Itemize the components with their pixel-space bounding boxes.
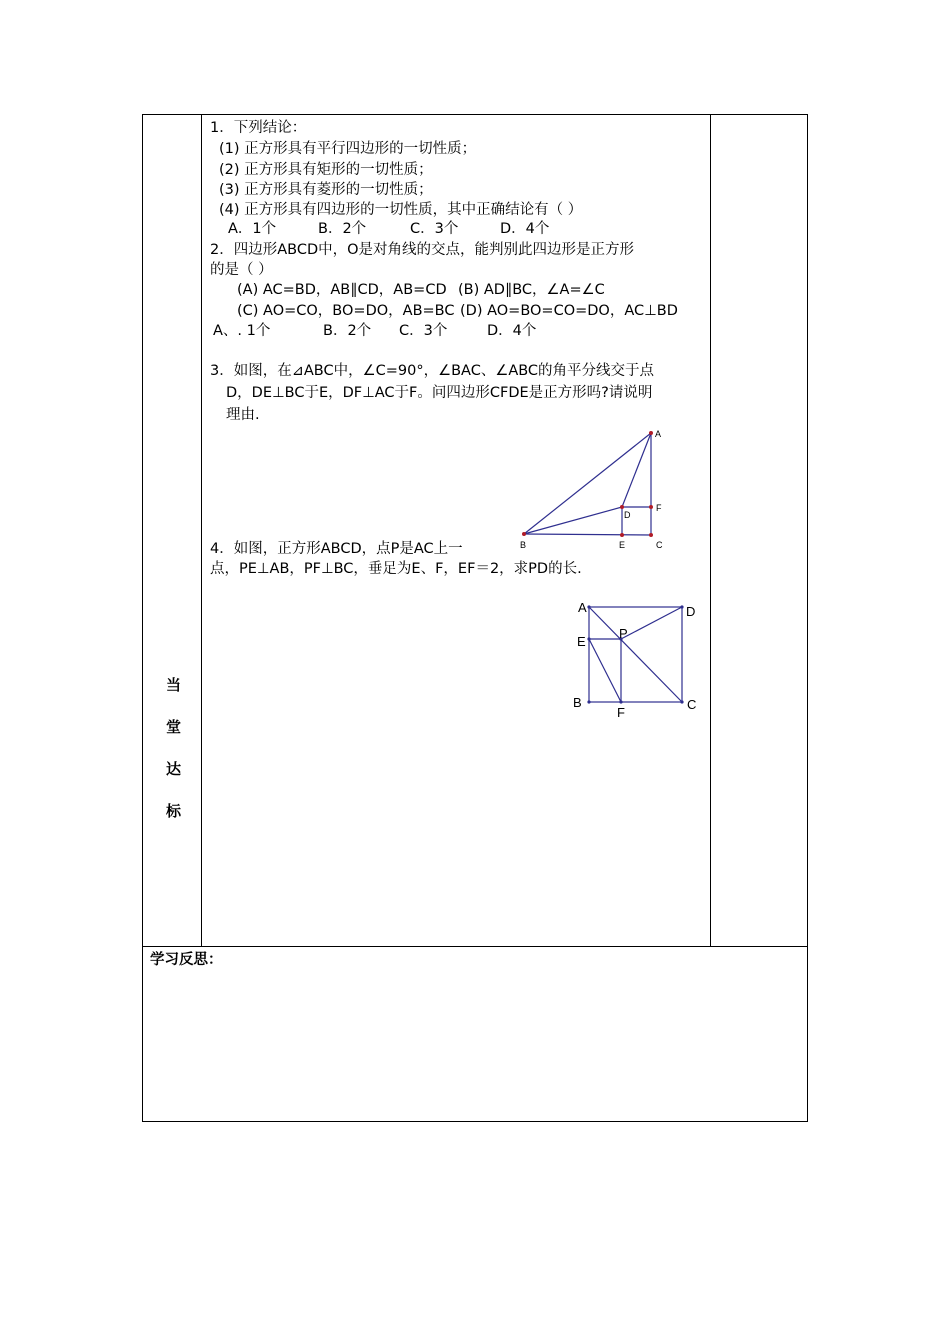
q1-option-c: C．3个 — [410, 221, 459, 237]
q4-label-p: P — [619, 626, 628, 641]
q2-answer-a: A、. 1个 — [213, 323, 271, 339]
q4-label-f: F — [617, 705, 625, 720]
q1-item-3: (3) 正方形具有菱形的一切性质； — [219, 182, 433, 198]
q3-line1: 3．如图，在⊿ABC中，∠C=90°，∠BAC、∠ABC的角平分线交于点 — [210, 363, 655, 379]
q2-answer-d: D．4个 — [487, 323, 537, 339]
q4-label-a: A — [578, 600, 587, 615]
q4-label-d: D — [686, 604, 696, 619]
table-border-right — [807, 114, 808, 1122]
q3-label-c: C — [656, 540, 663, 550]
q3-label-b: B — [520, 540, 527, 550]
q1-option-b: B．2个 — [318, 221, 367, 237]
section-label-char-3: 达 — [166, 760, 182, 778]
column-divider-2 — [710, 114, 711, 947]
q2-stem-line2: 的是（ ） — [210, 262, 273, 278]
section-label-char-1: 当 — [166, 676, 182, 694]
q1-option-d: D．4个 — [500, 221, 550, 237]
column-divider-1 — [201, 114, 202, 947]
q3-line2: D，DE⊥BC于E，DF⊥AC于F。问四边形CFDE是正方形吗?请说明 — [226, 385, 653, 401]
q4-line2: 点，PE⊥AB，PF⊥BC，垂足为E、F，EF＝2，求PD的长. — [210, 561, 582, 577]
q2-answer-b: B．2个 — [323, 323, 372, 339]
q4-label-e: E — [577, 634, 586, 649]
q2-option-c: (C) AO=CO，BO=DO，AB=BC — [237, 303, 455, 319]
q4-label-b: B — [573, 695, 582, 710]
table-border-mid — [142, 946, 808, 947]
q2-answer-c: C．3个 — [399, 323, 448, 339]
q2-option-d: (D) AO=BO=CO=DO，AC⊥BD — [460, 303, 678, 319]
q2-option-b: (B) AD∥BC，∠A=∠C — [458, 282, 605, 298]
table-border-bottom — [142, 1121, 808, 1122]
q2-option-a: (A) AC=BD，AB∥CD，AB=CD — [237, 282, 447, 298]
section-label-char-4: 标 — [166, 802, 182, 820]
q3-label-f: F — [656, 503, 662, 513]
table-border-left — [142, 114, 143, 1122]
q4-label-c: C — [687, 697, 697, 712]
q3-line3: 理由. — [226, 407, 260, 423]
q3-label-e: E — [619, 540, 626, 550]
q4-square-figure — [570, 598, 700, 723]
q3-label-d: D — [624, 510, 631, 520]
q1-item-4: (4) 正方形具有四边形的一切性质，其中正确结论有（ ） — [219, 202, 583, 218]
reflection-label: 学习反思： — [150, 952, 223, 968]
q1-item-1: (1) 正方形具有平行四边形的一切性质； — [219, 141, 477, 157]
q2-stem-line1: 2．四边形ABCD中，O是对角线的交点，能判别此四边形是正方形 — [210, 242, 635, 258]
q1-stem: 1．下列结论： — [210, 120, 307, 136]
q4-line1: 4．如图，正方形ABCD，点P是AC上一 — [210, 541, 463, 557]
q1-item-2: (2) 正方形具有矩形的一切性质； — [219, 162, 433, 178]
section-label-char-2: 堂 — [166, 718, 182, 736]
q1-option-a: A．1个 — [228, 221, 277, 237]
q3-label-a: A — [655, 429, 662, 439]
table-border-top — [142, 114, 808, 115]
q3-triangle-figure — [515, 425, 695, 555]
